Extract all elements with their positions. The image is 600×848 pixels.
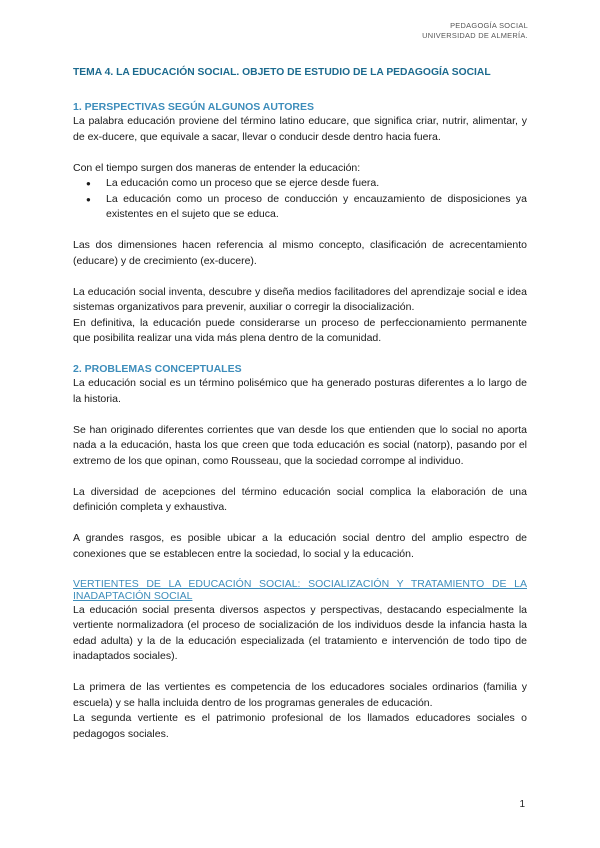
section-1-paragraph-2: Con el tiempo surgen dos maneras de entender la educación: [73, 161, 361, 174]
section-2-heading: 2. PROBLEMAS CONCEPTUALES [73, 363, 242, 375]
section-3-paragraph-1: La educación social presenta diversos aspectos y perspectivas, destacando especialmente la vertiente normalizadora (el proceso de socialización de los individuos desde la infancia hasta la edad adulta) y la de la educación especializada (el tratamiento e intervención de todo tipo de inadaptados sociales). [73, 603, 527, 662]
section-3-paragraph-2: La primera de las vertientes es competencia de los educadores sociales ordinarios (familia y escuela) y se halla incluida dentro de los programas generales de educación. [73, 681, 527, 709]
section-1-paragraph-3: Las dos dimensiones hacen referencia al mismo concepto, clasificación de acrecentamiento (educare) y de crecimiento (ex-ducere). [73, 239, 527, 267]
header-course: PEDAGOGÍA SOCIAL [450, 21, 528, 30]
section-3-heading: VERTIENTES DE LA EDUCACIÓN SOCIAL: SOCIALIZACIÓN Y TRATAMIENTO DE LA INADAPTACIÓN SOCIAL [73, 577, 527, 602]
section-3-paragraph-3: La segunda vertiente es el patrimonio profesional de los llamados educadores sociales o pedagogos sociales. [73, 712, 527, 740]
section-1-paragraph-1: La palabra educación proviene del término latino educare, que significa criar, nutrir, alimentar, y de ex-ducere, que equivale a sacar, llevar o conducir desde dentro hacia fuera. [73, 115, 527, 143]
document-body [73, 66, 527, 742]
page-header [422, 21, 528, 41]
bullet-item: ● La educación como un proceso que se ejerce desde fuera. [106, 176, 527, 192]
section-1-paragraph-5: En definitiva, la educación puede considerarse un proceso de perfeccionamiento permanente que posibilita realizar una vida más plena dentro de la comunidad. [73, 316, 527, 344]
document-title: TEMA 4. LA EDUCACIÓN SOCIAL. OBJETO DE ESTUDIO DE LA PEDAGOGÍA SOCIAL [73, 67, 491, 78]
header-university: UNIVERSIDAD DE ALMERÍA. [422, 31, 528, 40]
page-number: 1 [519, 799, 525, 810]
bullet-item: ● La educación como un proceso de conducción y encauzamiento de disposiciones ya existentes en el sujeto que se educa. [86, 192, 527, 220]
bullet-icon: ● [86, 179, 91, 188]
section-2-paragraph-1: La educación social es un término polisémico que ha generado posturas diferentes a lo largo de la historia. [73, 377, 527, 405]
section-1-heading: 1. PERSPECTIVAS SEGÚN ALGUNOS AUTORES [73, 101, 314, 113]
section-1-bullet-list [73, 176, 527, 223]
section-1-paragraph-4: La educación social inventa, descubre y diseña medios facilitadores del aprendizaje social e idea sistemas organizativos para prevenir, auxiliar o corregir la disocialización. [73, 285, 527, 313]
bullet-icon: ● [86, 194, 91, 204]
section-2-paragraph-2: Se han originado diferentes corrientes que van desde los que entienden que lo social no aporta nada a la educación, hasta los que creen que toda educación es social (natorp), pasando por el extremo de los que opinan, como Rousseau, que la sociedad corrompe al individuo. [73, 423, 527, 467]
section-2-paragraph-3: La diversidad de acepciones del término educación social complica la elaboración de una definición completa y exhaustiva. [73, 485, 527, 513]
section-2-paragraph-4: A grandes rasgos, es posible ubicar a la educación social dentro del amplio espectro de conexiones que se establecen entre la sociedad, lo social y la educación. [73, 532, 527, 560]
